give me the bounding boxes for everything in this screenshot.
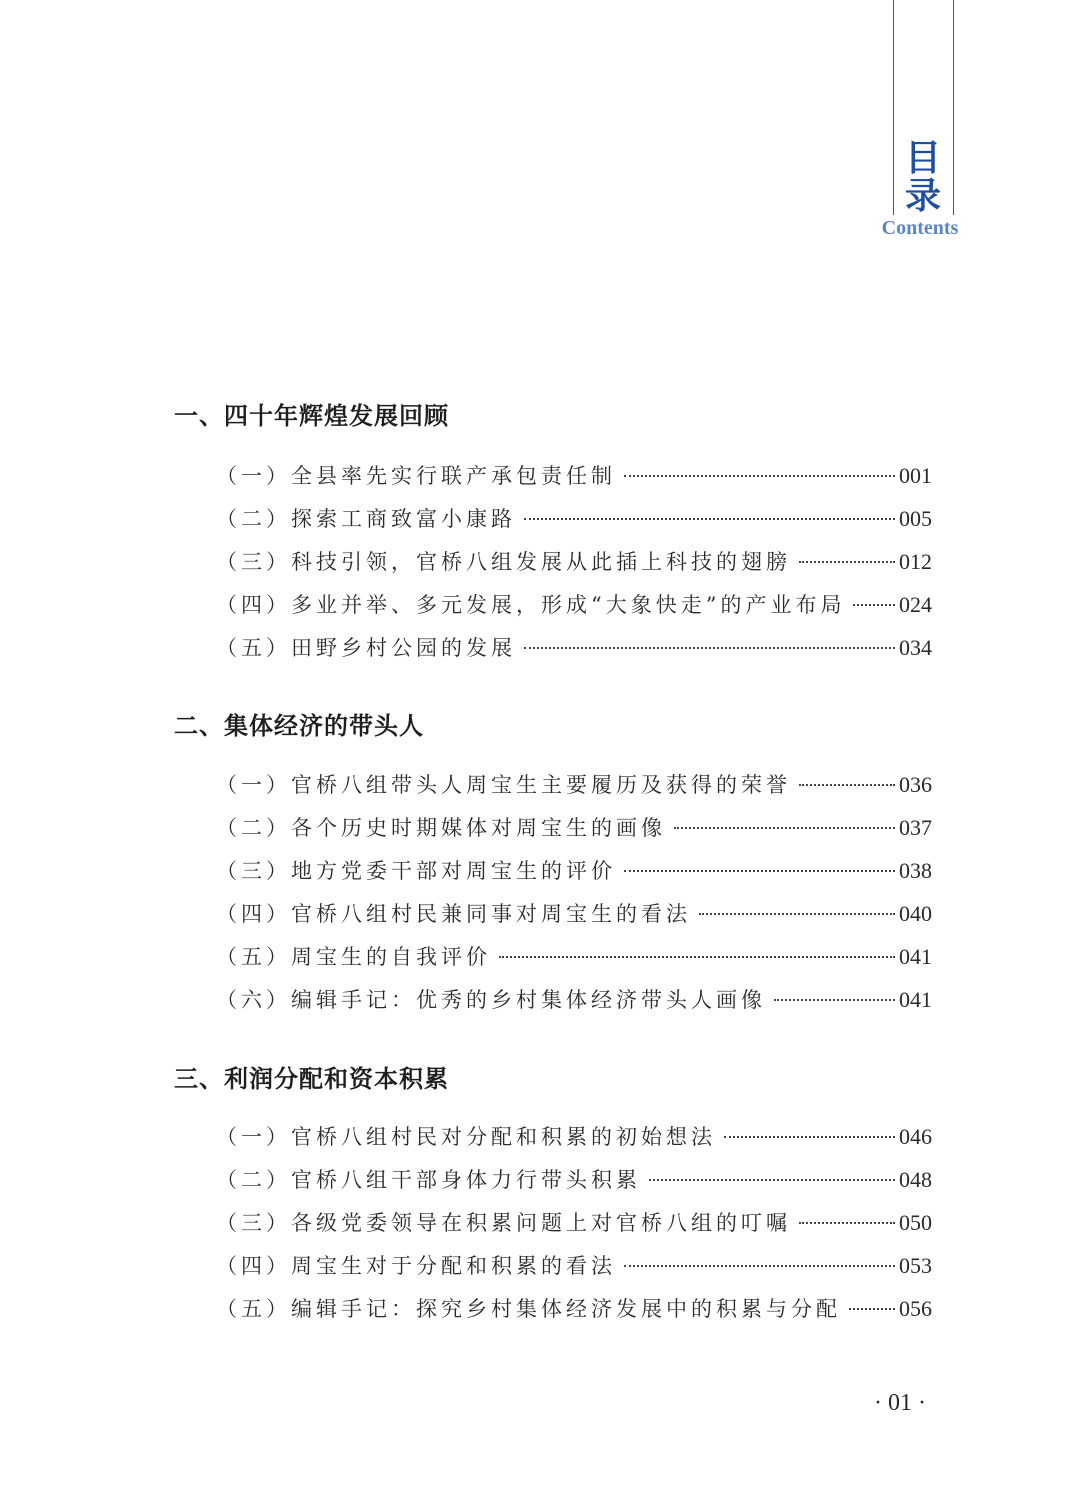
toc-entry[interactable] bbox=[216, 769, 932, 799]
toc-dot-leader bbox=[853, 604, 895, 606]
toc-dot-leader bbox=[724, 1136, 895, 1138]
toc-entry[interactable] bbox=[216, 898, 932, 928]
toc-dot-leader bbox=[774, 999, 895, 1001]
toc-dot-leader bbox=[799, 1222, 895, 1224]
toc-entry-page: 041 bbox=[899, 987, 932, 1012]
toc-entry-page: 005 bbox=[899, 506, 932, 531]
header-vertical-rule-left bbox=[893, 0, 894, 215]
toc-entry-label: （三）地方党委干部对周宝生的评价 bbox=[216, 859, 616, 883]
toc-entry-label: （三）科技引领，官桥八组发展从此插上科技的翅膀 bbox=[216, 550, 791, 574]
toc-entry[interactable] bbox=[216, 1293, 932, 1323]
toc-entry[interactable] bbox=[216, 812, 932, 842]
toc-entry-page: 034 bbox=[899, 635, 932, 660]
toc-dot-leader bbox=[524, 647, 895, 649]
section-title-1: 一、四十年辉煌发展回顾 bbox=[174, 402, 449, 430]
contents-title-cn bbox=[896, 140, 950, 216]
section-title-2: 二、集体经济的带头人 bbox=[174, 712, 424, 740]
header-vertical-rule-right bbox=[953, 0, 954, 215]
toc-entry[interactable] bbox=[216, 1207, 932, 1237]
section-title-3: 三、利润分配和资本积累 bbox=[174, 1065, 449, 1093]
toc-entry-page: 053 bbox=[899, 1253, 932, 1278]
toc-entry-label: （五）编辑手记：探究乡村集体经济发展中的积累与分配 bbox=[216, 1297, 841, 1321]
toc-dot-leader bbox=[624, 1265, 895, 1267]
toc-dot-leader bbox=[674, 827, 895, 829]
toc-dot-leader bbox=[849, 1308, 895, 1310]
toc-entry-page: 046 bbox=[899, 1124, 932, 1149]
toc-entry-label: （六）编辑手记：优秀的乡村集体经济带头人画像 bbox=[216, 988, 766, 1012]
toc-entry[interactable] bbox=[216, 503, 932, 533]
toc-dot-leader bbox=[624, 870, 895, 872]
toc-entry-label: （一）全县率先实行联产承包责任制 bbox=[216, 464, 616, 488]
toc-dot-leader bbox=[624, 475, 895, 477]
toc-entry-label: （一）官桥八组带头人周宝生主要履历及获得的荣誉 bbox=[216, 773, 791, 797]
toc-entry-page: 012 bbox=[899, 549, 932, 574]
toc-entry-label: （三）各级党委领导在积累问题上对官桥八组的叮嘱 bbox=[216, 1211, 791, 1235]
toc-entry-page: 001 bbox=[899, 463, 932, 488]
toc-entry-page: 041 bbox=[899, 944, 932, 969]
contents-title-char-2: 录 bbox=[904, 176, 941, 217]
toc-entry[interactable] bbox=[216, 941, 932, 971]
toc-entry[interactable] bbox=[216, 632, 932, 662]
toc-entry-label: （四）官桥八组村民兼同事对周宝生的看法 bbox=[216, 902, 691, 926]
toc-entry-label: （四）周宝生对于分配和积累的看法 bbox=[216, 1254, 616, 1278]
toc-dot-leader bbox=[499, 956, 895, 958]
toc-dot-leader bbox=[799, 561, 895, 563]
toc-entry-page: 050 bbox=[899, 1210, 932, 1235]
contents-title-char-1: 目 bbox=[904, 138, 941, 179]
toc-entry[interactable] bbox=[216, 1121, 932, 1151]
toc-dot-leader bbox=[524, 518, 895, 520]
toc-entry[interactable] bbox=[216, 546, 932, 576]
toc-entry-label: （二）探索工商致富小康路 bbox=[216, 507, 516, 531]
toc-dot-leader bbox=[699, 913, 895, 915]
toc-entry[interactable] bbox=[216, 1164, 932, 1194]
contents-title-en: Contents bbox=[881, 217, 959, 239]
toc-entry-page: 048 bbox=[899, 1167, 932, 1192]
toc-entry-label: （二）官桥八组干部身体力行带头积累 bbox=[216, 1168, 641, 1192]
toc-dot-leader bbox=[799, 784, 895, 786]
toc-entry[interactable] bbox=[216, 589, 932, 619]
footer-page-number: · 01 · bbox=[874, 1390, 926, 1416]
toc-dot-leader bbox=[649, 1179, 895, 1181]
toc-entry-label: （二）各个历史时期媒体对周宝生的画像 bbox=[216, 816, 666, 840]
toc-entry-page: 056 bbox=[899, 1296, 932, 1321]
toc-entry-label: （五）周宝生的自我评价 bbox=[216, 945, 491, 969]
toc-entry-page: 024 bbox=[899, 592, 932, 617]
toc-entry-label: （五）田野乡村公园的发展 bbox=[216, 636, 516, 660]
toc-entry-page: 040 bbox=[899, 901, 932, 926]
toc-entry-page: 038 bbox=[899, 858, 932, 883]
toc-entry-page: 036 bbox=[899, 772, 932, 797]
toc-entry-label: （四）多业并举、多元发展，形成“大象快走”的产业布局 bbox=[216, 593, 846, 617]
toc-entry[interactable] bbox=[216, 460, 932, 490]
toc-entry[interactable] bbox=[216, 984, 932, 1014]
toc-entry-label: （一）官桥八组村民对分配和积累的初始想法 bbox=[216, 1125, 716, 1149]
toc-entry[interactable] bbox=[216, 1250, 932, 1280]
toc-entry[interactable] bbox=[216, 855, 932, 885]
toc-entry-page: 037 bbox=[899, 815, 932, 840]
